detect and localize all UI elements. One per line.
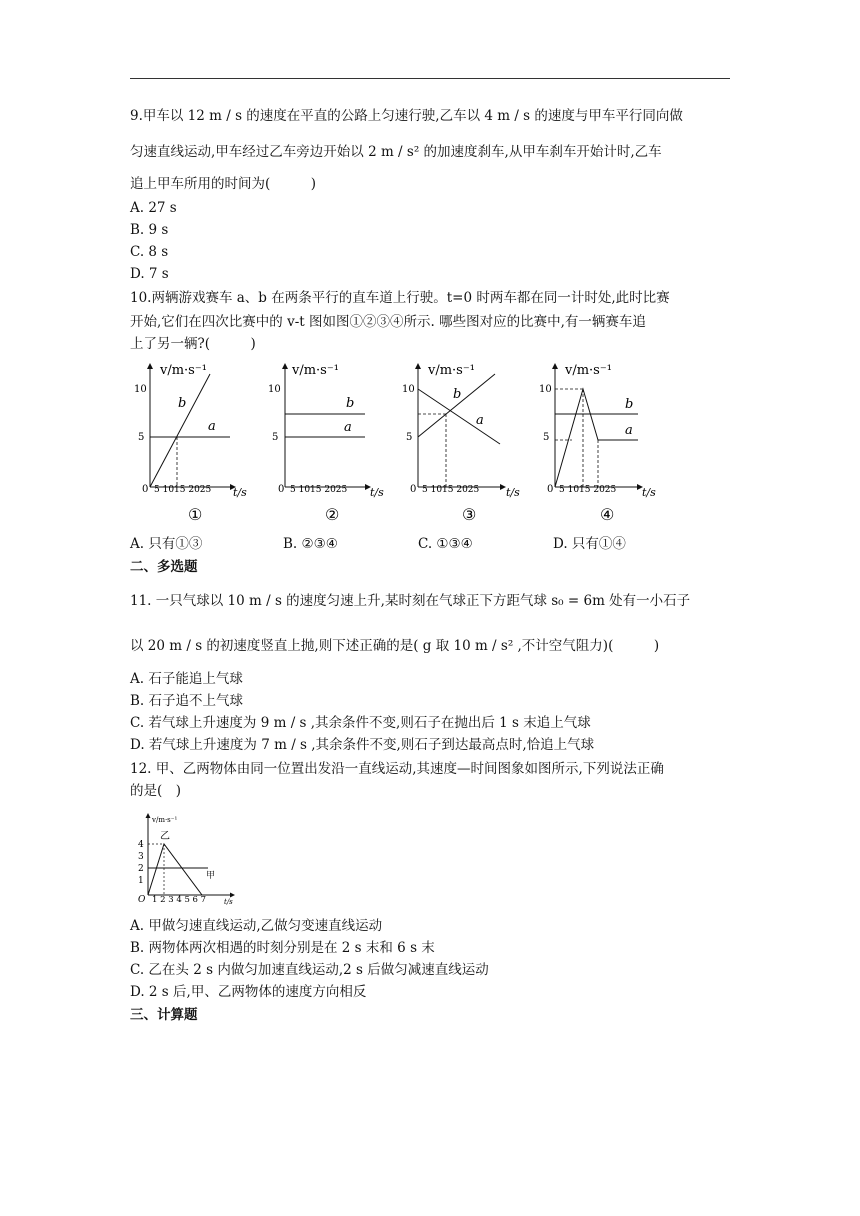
graph-3-ytick-10: 10 [402, 384, 415, 395]
q10-stem-line2: 开始,它们在四次比赛中的 v-t 图如图①②③④所示. 哪些图对应的比赛中,有一辆赛车追 [130, 314, 646, 330]
q12-jia-label: 甲 [206, 871, 216, 881]
q11-option-a[interactable]: A. 石子能追上气球 [130, 671, 243, 687]
section-heading-2: 二、多选题 [130, 559, 198, 575]
q10-graphs [120, 352, 680, 532]
q9-option-a[interactable]: A. 27 s [130, 200, 177, 216]
graph-4-ylabel: v/m·s⁻¹ [565, 363, 612, 378]
graph-2-ytick-10: 10 [268, 384, 281, 395]
graph-4-ytick-10: 10 [539, 384, 552, 395]
graph-1-label: ① [188, 505, 203, 524]
graph-2 [268, 363, 384, 524]
q12-stem-line1: 12. 甲、乙两物体由同一位置出发沿一直线运动,其速度—时间图象如图所示,下列说法正确 [130, 761, 664, 777]
q9-option-d[interactable]: D. 7 s [130, 266, 169, 282]
graph-1 [134, 363, 247, 524]
q12-option-a[interactable]: A. 甲做匀速直线运动,乙做匀变速直线运动 [130, 918, 383, 934]
q11-option-b[interactable]: B. 石子追不上气球 [130, 693, 244, 709]
q10-option-b[interactable]: B. ②③④ [283, 536, 338, 552]
q9-option-b[interactable]: B. 9 s [130, 222, 169, 238]
q11-option-c[interactable]: C. 若气球上升速度为 9 m / s ,其余条件不变,则石子在抛出后 1 s 末追上气球 [130, 715, 591, 731]
graph-4-a: a [625, 423, 633, 438]
header-rule [130, 78, 730, 79]
graph-1-origin: 0 [142, 484, 149, 495]
q11-stem-line2: 以 20 m / s 的初速度竖直上抛,则下述正确的是( g 取 10 m / s² ,不计空气阻力)( ) [130, 638, 660, 654]
graph-4-ytick-5: 5 [543, 432, 550, 443]
graph-2-label: ② [325, 505, 340, 524]
q12-ytick-2: 2 [138, 864, 144, 874]
graph-1-xlabel: t/s [233, 486, 247, 499]
graph-4-label: ④ [600, 505, 615, 524]
graph-1-a: a [208, 419, 216, 434]
section-heading-3: 三、计算题 [130, 1007, 198, 1023]
graph-4 [539, 363, 656, 524]
q10-option-c[interactable]: C. ①③④ [418, 536, 473, 552]
graph-4-origin: 0 [547, 484, 554, 495]
graph-4-xlabel: t/s [642, 486, 656, 499]
graph-4-xticks: 5 1015 2025 [559, 485, 617, 495]
q9-stem-line2: 匀速直线运动,甲车经过乙车旁边开始以 2 m / s² 的加速度刹车,从甲车刹车开始计时,乙车 [130, 144, 662, 160]
q10-option-a[interactable]: A. 只有①③ [130, 536, 203, 552]
graph-3-ytick-5: 5 [406, 432, 413, 443]
graph-2-ytick-5: 5 [272, 432, 279, 443]
graph-1-ytick-5: 5 [138, 432, 145, 443]
q9-stem-line3: 追上甲车所用的时间为( ) [130, 176, 317, 192]
q12-xticks: 1 2 3 4 5 6 7 [152, 895, 207, 905]
graph-3-origin: 0 [410, 484, 417, 495]
graph-3-ylabel: v/m·s⁻¹ [428, 363, 475, 378]
graph-3-label: ③ [462, 505, 477, 524]
q9-option-c[interactable]: C. 8 s [130, 244, 169, 260]
q11-option-d[interactable]: D. 若气球上升速度为 7 m / s ,其余条件不变,则石子到达最高点时,恰追上气球 [130, 737, 595, 753]
graph-4-b: b [625, 397, 634, 412]
q12-ytick-3: 3 [138, 852, 144, 862]
q10-stem-line1: 10.两辆游戏赛车 a、b 在两条平行的直车道上行驶。t=0 时两车都在同一计时处,此时比赛 [130, 290, 670, 306]
q12-stem-line2: 的是( ) [130, 783, 182, 799]
graph-1-ytick-10: 10 [134, 384, 147, 395]
graph-1-xticks: 5 1015 2025 [154, 485, 212, 495]
q9-stem-line1: 9.甲车以 12 m / s 的速度在平直的公路上匀速行驶,乙车以 4 m / s 的速度与甲车平行同向做 [130, 108, 683, 124]
q12-ytick-4: 4 [138, 840, 144, 850]
graph-2-xticks: 5 1015 2025 [290, 485, 348, 495]
q12-origin: O [138, 895, 146, 905]
q10-stem-line3: 上了另一辆?( ) [130, 336, 256, 352]
q11-stem-line1: 11. 一只气球以 10 m / s 的速度匀速上升,某时刻在气球正下方距气球 s₀ = 6m 处有一小石子 [130, 593, 691, 609]
graph-1-b: b [178, 396, 187, 411]
graph-2-xlabel: t/s [370, 486, 384, 499]
q12-yi-label: 乙 [160, 831, 170, 842]
graph-3-xlabel: t/s [506, 486, 520, 499]
graph-3-a: a [476, 413, 484, 428]
q12-option-d[interactable]: D. 2 s 后,甲、乙两物体的速度方向相反 [130, 984, 367, 1000]
q12-ytick-1: 1 [138, 876, 144, 886]
graph-2-ylabel: v/m·s⁻¹ [292, 363, 339, 378]
q12-graph [130, 808, 245, 910]
graph-3-b: b [453, 387, 462, 402]
q12-xlabel: t/s [224, 898, 233, 906]
graph-2-b: b [346, 396, 355, 411]
q12-ylabel: v/m·s⁻¹ [152, 816, 178, 824]
q10-option-d[interactable]: D. 只有①④ [553, 536, 626, 552]
graph-1-ylabel: v/m·s⁻¹ [160, 363, 207, 378]
graph-3 [402, 363, 520, 524]
graph-2-origin: 0 [278, 484, 285, 495]
q12-option-b[interactable]: B. 两物体两次相遇的时刻分别是在 2 s 末和 6 s 末 [130, 940, 435, 956]
graph-3-xticks: 5 1015 2025 [422, 485, 480, 495]
q12-option-c[interactable]: C. 乙在头 2 s 内做匀加速直线运动,2 s 后做匀减速直线运动 [130, 962, 489, 978]
graph-2-a: a [344, 420, 352, 435]
